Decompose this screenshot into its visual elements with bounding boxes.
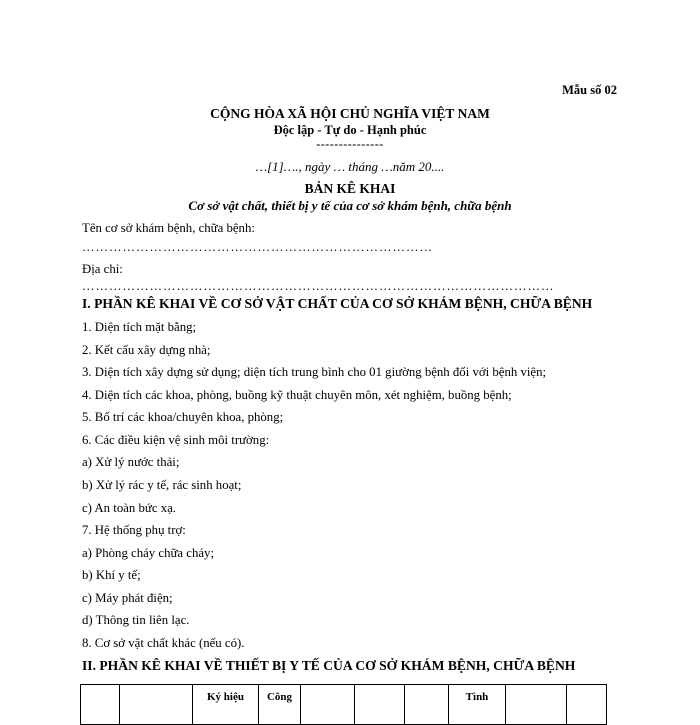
facility-name-label: Tên cơ sở khám bệnh, chữa bệnh:	[82, 221, 255, 235]
section-1-item: 4. Diện tích các khoa, phòng, buồng kỹ thuật chuyên môn, xét nghiệm, buồng bệnh;	[82, 387, 512, 402]
document-title: BẢN KÊ KHAI	[304, 181, 396, 196]
nation-title: CỘNG HÒA XÃ HỘI CHỦ NGHĨA VIỆT NAM	[210, 106, 490, 121]
section-1-item: 8. Cơ sở vật chất khác (nếu có).	[82, 636, 245, 650]
address-label: Địa chỉ:	[82, 262, 123, 276]
equipment-table-header-cell	[120, 685, 193, 725]
section-1-item: 2. Kết cấu xây dựng nhà;	[82, 342, 211, 357]
section-1-item: 5. Bố trí các khoa/chuyên khoa, phòng;	[82, 410, 284, 425]
facility-name-field: ……………………………………………………………………	[82, 240, 433, 254]
equipment-table-header-cell	[405, 685, 449, 725]
header-rule: ---------------	[316, 137, 384, 151]
section-1-item: b) Khí y tế;	[82, 568, 141, 583]
document-subtitle: Cơ sở vật chất, thiết bị y tế của cơ sở khám bệnh, chữa bệnh	[188, 198, 512, 213]
equipment-table-header-cell	[355, 685, 405, 725]
address-field: ……………………………………………………………………………………………	[82, 279, 555, 293]
section-1-item: b) Xử lý rác y tế, rác sinh hoạt;	[82, 478, 242, 492]
equipment-table-header-row	[81, 685, 607, 725]
section-1-heading: I. PHẦN KÊ KHAI VỀ CƠ SỞ VẬT CHẤT CỦA CƠ SỞ KHÁM BỆNH, CHỮA BỆNH	[82, 296, 593, 311]
equipment-table-header-cell	[301, 685, 355, 725]
dateline: …[1]…., ngày … tháng …năm 20....	[255, 159, 445, 174]
form-number: Mẫu số 02	[562, 83, 617, 97]
section-1-item: 3. Diện tích xây dựng sử dụng; diện tích trung bình cho 01 giường bệnh đối với bệnh viện;	[82, 365, 547, 380]
section-1-item: 1. Diện tích mặt bằng;	[82, 320, 197, 334]
motto: Độc lập - Tự do - Hạnh phúc	[273, 123, 427, 137]
section-1-item: a) Phòng cháy chữa cháy;	[82, 545, 215, 560]
section-1-item: c) Máy phát điện;	[82, 590, 173, 605]
equipment-table-header-cell: Ký hiệu	[193, 685, 259, 725]
section-1-item: a) Xử lý nước thải;	[82, 455, 180, 470]
equipment-table-header-cell: Tình	[449, 685, 506, 725]
equipment-table-header-cell: Công	[259, 685, 301, 725]
section-1-item: 6. Các điều kiện vệ sinh môi trường:	[82, 432, 270, 447]
equipment-table-header-cell	[506, 685, 567, 725]
section-1-item: d) Thông tin liên lạc.	[82, 613, 190, 628]
equipment-table-header-cell	[567, 685, 607, 725]
section-2-heading: II. PHẦN KÊ KHAI VỀ THIẾT BỊ Y TẾ CỦA CƠ SỞ KHÁM BỆNH, CHỮA BỆNH	[82, 658, 576, 673]
section-1-item: c) An toàn bức xạ.	[82, 500, 176, 515]
equipment-table	[80, 684, 607, 725]
section-1-item: 7. Hệ thống phụ trợ:	[82, 523, 186, 538]
equipment-table-header-cell	[81, 685, 120, 725]
